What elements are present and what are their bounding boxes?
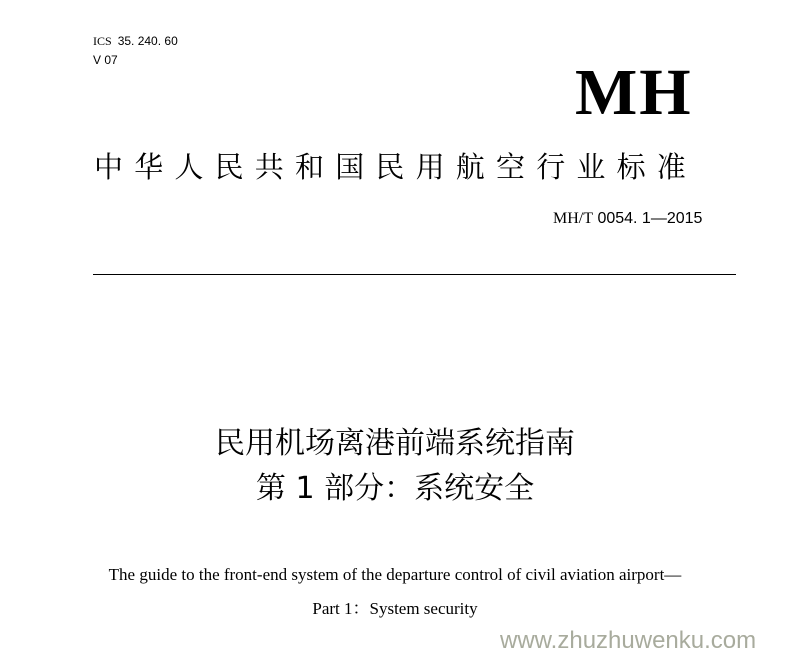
standard-code: 0054. 1—2015 — [593, 210, 703, 227]
classification-code: V 07 — [93, 53, 118, 67]
mh-logo: MH — [575, 56, 693, 129]
ics-number: 35. 240. 60 — [117, 34, 178, 48]
standard-prefix: MH/T — [553, 210, 593, 227]
watermark: www.zhuzhuwenku.com — [500, 627, 757, 654]
ics-code — [93, 34, 178, 48]
title-cn-line1: 民用机场离港前端系统指南 — [215, 426, 575, 461]
standard-number — [553, 210, 702, 228]
header-divider — [93, 274, 736, 275]
title-en-line1: The guide to the front-end system of the departure control of civil aviation airport— — [108, 565, 682, 584]
national-standard-heading: 中华人民共和国民用航空行业标准 — [94, 150, 698, 184]
ics-label: ICS — [93, 34, 112, 48]
title-cn-line2: 第 1 部分：系统安全 — [255, 471, 535, 506]
title-en-line2: Part 1：System security — [312, 599, 478, 618]
